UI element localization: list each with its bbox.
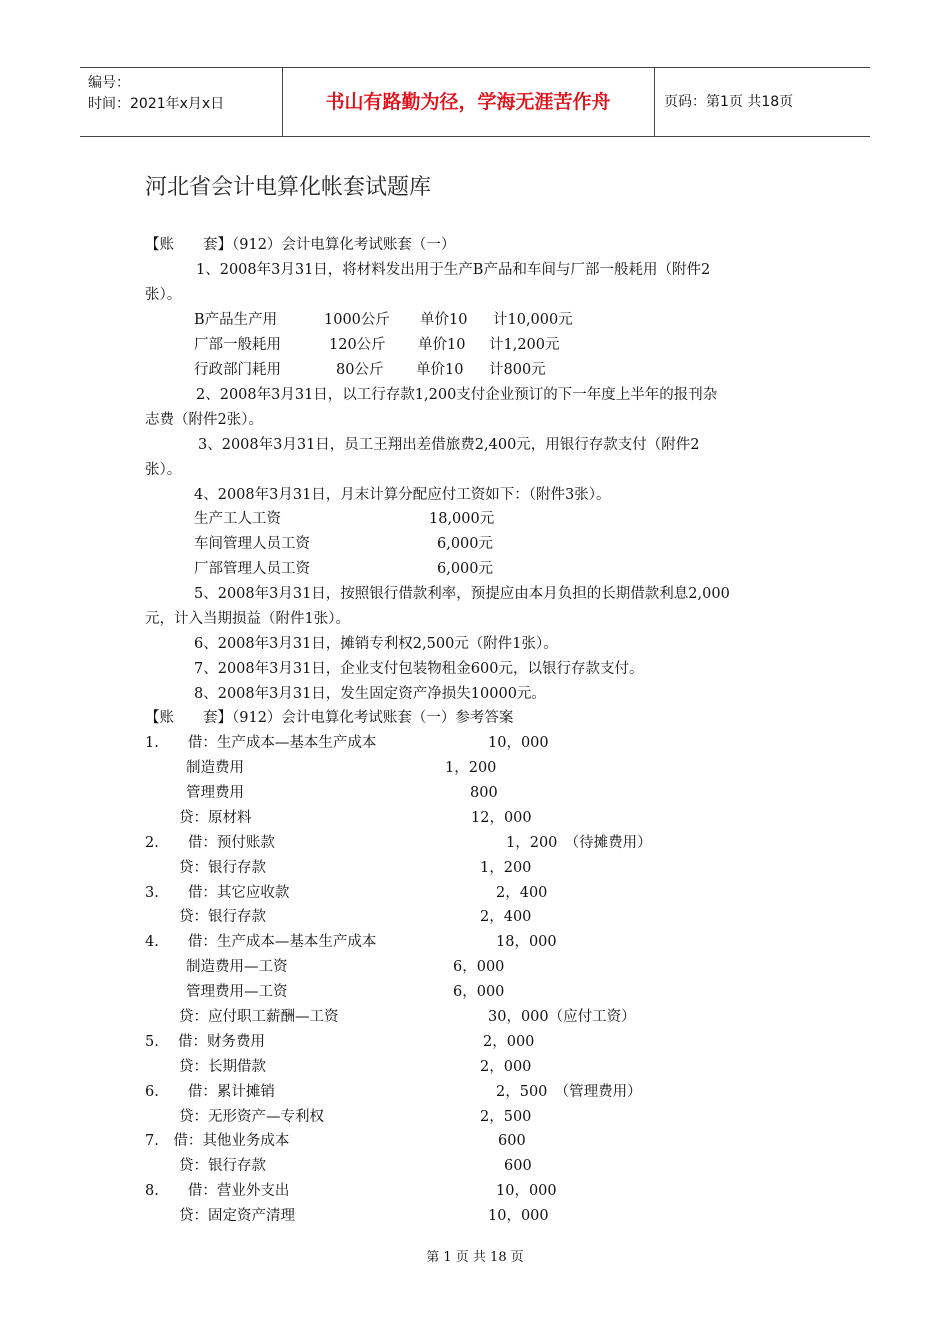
question-2-line2: 志费（附件2张）。 [145,412,263,428]
answer-label: 6. 借：累计摊销 [145,1084,275,1100]
question-6: 6、2008年3月31日，摊销专利权2,500元（附件1张）。 [194,636,558,652]
answer-label: 3. 借：其它应收款 [145,885,290,901]
question-5-line2: 元，计入当期损益（附件1张）。 [145,611,350,627]
q1-item-price: 单价10 [416,362,464,378]
header-page-info: 页码：第1页 共18页 [664,94,794,110]
answer-amount: 2，000 [480,1059,532,1075]
answer-label: 贷：长期借款 [179,1059,266,1075]
answer-amount: 800 [470,785,498,801]
q1-item-qty: 80公斤 [336,362,384,378]
answer-amount: 2，500 （管理费用） [496,1084,642,1100]
answer-label: 贷：固定资产清理 [179,1208,295,1224]
answer-label: 贷：应付职工薪酬—工资 [179,1009,339,1025]
q4-item-amount: 6,000元 [437,536,494,552]
answer-label: 管理费用 [186,785,244,801]
questions-heading: 【账 套】（912）会计电算化考试账套（一） [145,237,456,253]
answer-amount: 2，400 [480,909,532,925]
question-3-line2: 张）。 [145,462,182,478]
answer-amount: 10，000 [496,1183,557,1199]
answer-label: 7. 借：其他业务成本 [145,1133,290,1149]
answer-amount: 1，200 [445,760,497,776]
answer-label: 5. 借：财务费用 [145,1034,265,1050]
header-meta [88,73,224,115]
question-3-line1: 3、2008年3月31日，员工王翔出差借旅费2,400元，用银行存款支付（附件2 [198,437,700,453]
header-slogan: 书山有路勤为径，学海无涯苦作舟 [325,91,611,113]
answer-amount: 10，000 [488,735,549,751]
page-title: 河北省会计电算化帐套试题库 [145,175,432,200]
q1-item-name: 行政部门耗用 [194,362,281,378]
answer-amount: 12，000 [471,810,532,826]
answer-amount: 600 [504,1158,532,1174]
answer-amount: 2，000 [483,1034,535,1050]
question-1-line2: 张）。 [145,287,182,303]
q1-item-qty: 120公斤 [329,337,386,353]
answer-label: 贷：原材料 [179,810,252,826]
answer-amount: 1，200 （待摊费用） [506,835,652,851]
question-2-line1: 2、2008年3月31日，以工行存款1,200支付企业预订的下一年度上半年的报刊杂 [196,387,718,403]
q1-item-name: B产品生产用 [194,312,278,328]
answers-heading: 【账 套】（912）会计电算化考试账套（一）参考答案 [145,710,514,726]
answer-label: 贷：银行存款 [179,1158,266,1174]
answer-amount: 6，000 [453,984,505,1000]
question-4-line1: 4、2008年3月31日，月末计算分配应付工资如下：（附件3张）。 [194,487,611,503]
answer-label: 制造费用—工资 [186,959,288,975]
question-1-line1: 1、2008年3月31日，将材料发出用于生产B产品和车间与厂部一般耗用（附件2 [196,262,711,278]
q4-item-name: 生产工人工资 [194,511,281,527]
q1-item-total: 计10,000元 [493,312,573,328]
answer-amount: 10，000 [488,1208,549,1224]
answer-amount: 6，000 [453,959,505,975]
q4-item-amount: 18,000元 [429,511,495,527]
answer-label: 贷：银行存款 [179,860,266,876]
answer-label: 1. 借：生产成本—基本生产成本 [145,735,377,751]
q1-item-price: 单价10 [418,337,466,353]
time-label: 时间：2021年x月x日 [88,96,225,112]
answer-label: 贷：银行存款 [179,909,266,925]
answer-label: 2. 借：预付账款 [145,835,275,851]
answer-amount: 1，200 [480,860,532,876]
q1-item-total: 计800元 [489,362,546,378]
answer-amount: 600 [498,1133,526,1149]
q4-item-amount: 6,000元 [437,561,494,577]
q1-item-name: 厂部一般耗用 [194,337,281,353]
answer-label: 4. 借：生产成本—基本生产成本 [145,934,377,950]
answer-amount: 30，000（应付工资） [488,1009,636,1025]
question-8: 8、2008年3月31日，发生固定资产净损失10000元。 [194,686,546,702]
q4-item-name: 厂部管理人员工资 [194,561,310,577]
page-header [80,67,870,137]
answer-amount: 2，400 [496,885,548,901]
header-divider [654,68,655,136]
answer-label: 贷：无形资产—专利权 [179,1109,324,1125]
answer-label: 制造费用 [186,760,244,776]
q4-item-name: 车间管理人员工资 [194,536,310,552]
q1-item-qty: 1000公斤 [324,312,390,328]
q1-item-total: 计1,200元 [489,337,560,353]
q1-item-price: 单价10 [420,312,468,328]
answer-label: 8. 借：营业外支出 [145,1183,290,1199]
code-label: 编号： [88,75,130,91]
page-footer: 第 1 页 共 18 页 [426,1250,524,1265]
question-5-line1: 5、2008年3月31日，按照银行借款利率，预提应由本月负担的长期借款利息2,000 [194,586,730,602]
answer-amount: 2，500 [480,1109,532,1125]
question-7: 7、2008年3月31日，企业支付包装物租金600元，以银行存款支付。 [194,661,644,677]
answer-label: 管理费用—工资 [186,984,288,1000]
answer-amount: 18，000 [496,934,557,950]
